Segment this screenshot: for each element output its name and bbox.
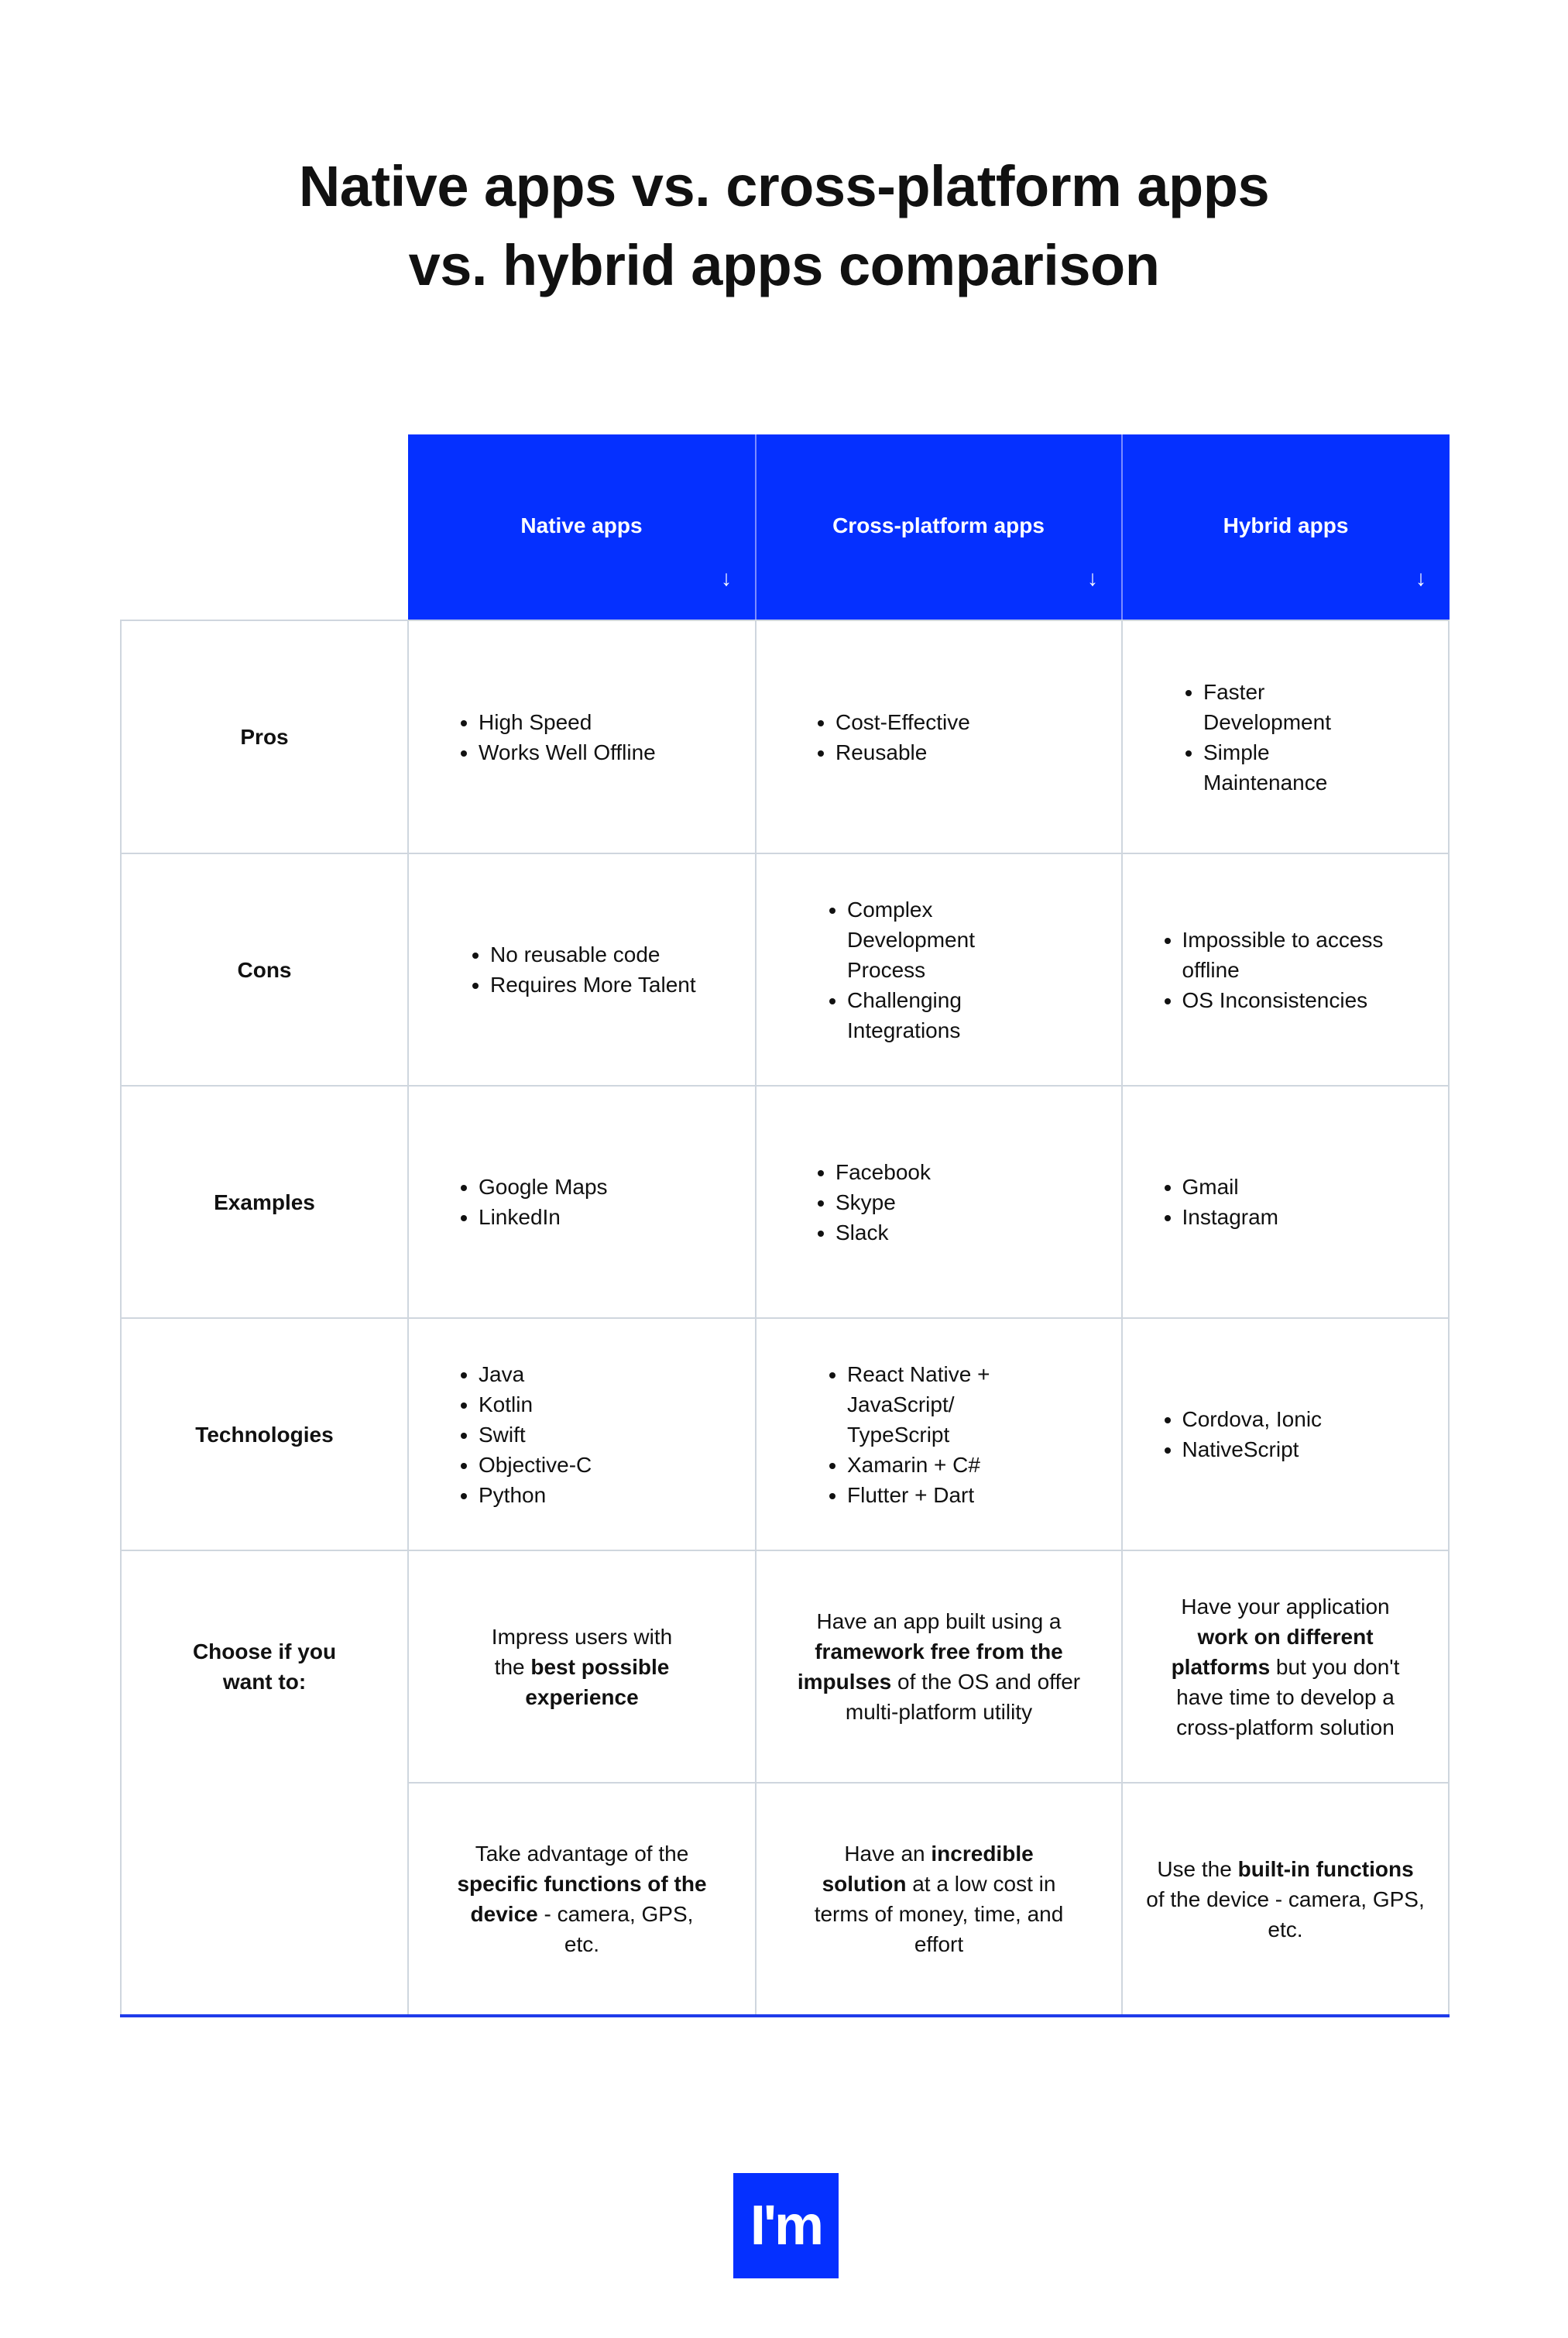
column-header-label: Hybrid apps — [1223, 513, 1349, 537]
list-item: • Requires More Talent — [490, 970, 699, 1000]
cell-technologies-native — [409, 1319, 755, 1550]
cell-cons-hybrid — [1123, 854, 1448, 1085]
cell-text — [482, 1622, 683, 1712]
cell-pros-native — [409, 621, 755, 853]
brand-logo-text: I'm — [750, 2195, 822, 2257]
bullet-list — [1157, 1404, 1415, 1464]
bullet-list — [453, 707, 711, 767]
bullet-list — [810, 1157, 1068, 1248]
cell-text — [796, 1606, 1083, 1727]
list-item: • Xamarin + C# — [847, 1450, 1056, 1480]
text-part: but you don't have time to develop a cross-platform solution — [1176, 1654, 1400, 1739]
page-title — [0, 147, 1568, 305]
text-part: - camera, GPS, etc. — [537, 1902, 694, 1956]
list-item: • Complex Development Process — [847, 894, 1056, 985]
list-item: • Flutter + Dart — [847, 1480, 1056, 1510]
list-item: • High Speed — [479, 707, 711, 737]
page-title-line-2: vs. hybrid apps comparison — [408, 233, 1160, 297]
cell-choose-cross-platform-2 — [757, 1784, 1121, 2014]
header-divider — [1121, 434, 1123, 620]
row-label-pros: Pros — [240, 725, 289, 749]
list-item: • Swift — [479, 1420, 711, 1450]
list-item: • Faster Development — [1203, 677, 1393, 737]
column-header-label: Cross-platform apps — [832, 513, 1045, 537]
text-part: Take advantage of the — [475, 1842, 689, 1866]
bullet-list — [1157, 925, 1415, 1015]
list-item: • No reusable code — [490, 939, 699, 970]
list-item: • Gmail — [1182, 1172, 1415, 1202]
arrow-down-icon: ↓ — [1087, 566, 1098, 590]
list-item: • Reusable — [835, 737, 1068, 767]
cell-examples-cross-platform — [757, 1087, 1121, 1317]
bullet-list — [453, 1172, 711, 1232]
row-label-cons: Cons — [237, 957, 292, 982]
cell-examples-native — [409, 1087, 755, 1317]
cell-choose-hybrid-2 — [1123, 1784, 1448, 2014]
cell-technologies-hybrid — [1123, 1319, 1448, 1550]
list-item: • NativeScript — [1182, 1434, 1415, 1464]
text-emphasis: specific functions of the device — [457, 1872, 707, 1926]
cell-text — [1154, 1591, 1417, 1742]
cell-text — [451, 1838, 714, 1959]
bullet-list — [1178, 677, 1393, 798]
row-label-examples: Examples — [214, 1190, 315, 1214]
list-item: • Impossible to access offline — [1182, 925, 1415, 985]
list-item: • LinkedIn — [479, 1202, 711, 1232]
list-item: • Slack — [835, 1217, 1068, 1248]
text-emphasis: work on different platforms — [1171, 1624, 1374, 1679]
cell-pros-cross-platform — [757, 621, 1121, 853]
text-part: Impress users with the — [491, 1624, 673, 1679]
text-part: Use the — [1157, 1856, 1238, 1881]
list-item: • Cordova, Ionic — [1182, 1404, 1415, 1434]
list-item: • Cost-Effective — [835, 707, 1068, 737]
list-item: • Instagram — [1182, 1202, 1415, 1232]
list-item: • Java — [479, 1359, 711, 1389]
list-item: • Skype — [835, 1187, 1068, 1217]
list-item: • OS Inconsistencies — [1182, 985, 1415, 1015]
text-emphasis: best possible experience — [525, 1654, 670, 1709]
list-item: • Kotlin — [479, 1389, 711, 1420]
text-emphasis: built-in functions — [1237, 1856, 1414, 1881]
column-header-cross-platform[interactable] — [756, 434, 1121, 620]
cell-technologies-cross-platform — [757, 1319, 1121, 1550]
list-item: • Objective-C — [479, 1450, 711, 1480]
text-part: at a low cost in terms of money, time, and effort — [814, 1872, 1064, 1956]
list-item: • Simple Maintenance — [1203, 737, 1393, 798]
row-label-text: Choose if you want to: — [192, 1639, 337, 1694]
list-item: • Python — [479, 1480, 711, 1510]
row-label-technologies: Technologies — [195, 1422, 334, 1447]
table-bottom-border — [120, 2014, 1450, 2017]
cell-examples-hybrid — [1123, 1087, 1448, 1317]
arrow-down-icon: ↓ — [1415, 566, 1426, 590]
cell-text — [1146, 1854, 1425, 1945]
brand-logo[interactable] — [733, 2173, 839, 2278]
column-header-label: Native apps — [520, 513, 643, 537]
text-part: Have an — [844, 1842, 932, 1866]
bullet-list — [810, 707, 1068, 767]
column-header-native[interactable] — [408, 434, 755, 620]
text-part: of the OS and offer multi-platform utility — [845, 1670, 1081, 1724]
list-item: • Challenging Integrations — [847, 985, 1056, 1045]
cell-cons-native — [409, 854, 755, 1085]
list-item: • Google Maps — [479, 1172, 711, 1202]
list-item: • React Native + JavaScript/ TypeScript — [847, 1359, 1056, 1450]
text-emphasis: framework free from the impulses — [797, 1639, 1063, 1694]
cell-choose-hybrid-1 — [1123, 1551, 1448, 1782]
text-part: Have your application — [1181, 1594, 1390, 1619]
list-item: • Facebook — [835, 1157, 1068, 1187]
bullet-list — [822, 894, 1056, 1045]
bullet-list — [822, 1359, 1056, 1510]
cell-text — [800, 1838, 1079, 1959]
cell-pros-hybrid — [1123, 621, 1448, 853]
bullet-list — [453, 1359, 711, 1510]
text-part: Have an app built using a — [816, 1609, 1062, 1633]
row-label-choose — [122, 1551, 407, 1782]
page-title-line-1: Native apps vs. cross-platform apps — [298, 154, 1270, 218]
arrow-down-icon: ↓ — [721, 566, 732, 590]
column-header-hybrid[interactable] — [1122, 434, 1450, 620]
bullet-list — [465, 939, 699, 1000]
header-divider — [755, 434, 757, 620]
cell-cons-cross-platform — [757, 854, 1121, 1085]
text-emphasis: incredible solution — [822, 1842, 1034, 1896]
list-item: • Works Well Offline — [479, 737, 711, 767]
cell-choose-cross-platform-1 — [757, 1551, 1121, 1782]
cell-choose-native-2 — [409, 1784, 755, 2014]
cell-choose-native-1 — [409, 1551, 755, 1782]
bullet-list — [1157, 1172, 1415, 1232]
text-part: of the device - camera, GPS, etc. — [1146, 1887, 1425, 1941]
